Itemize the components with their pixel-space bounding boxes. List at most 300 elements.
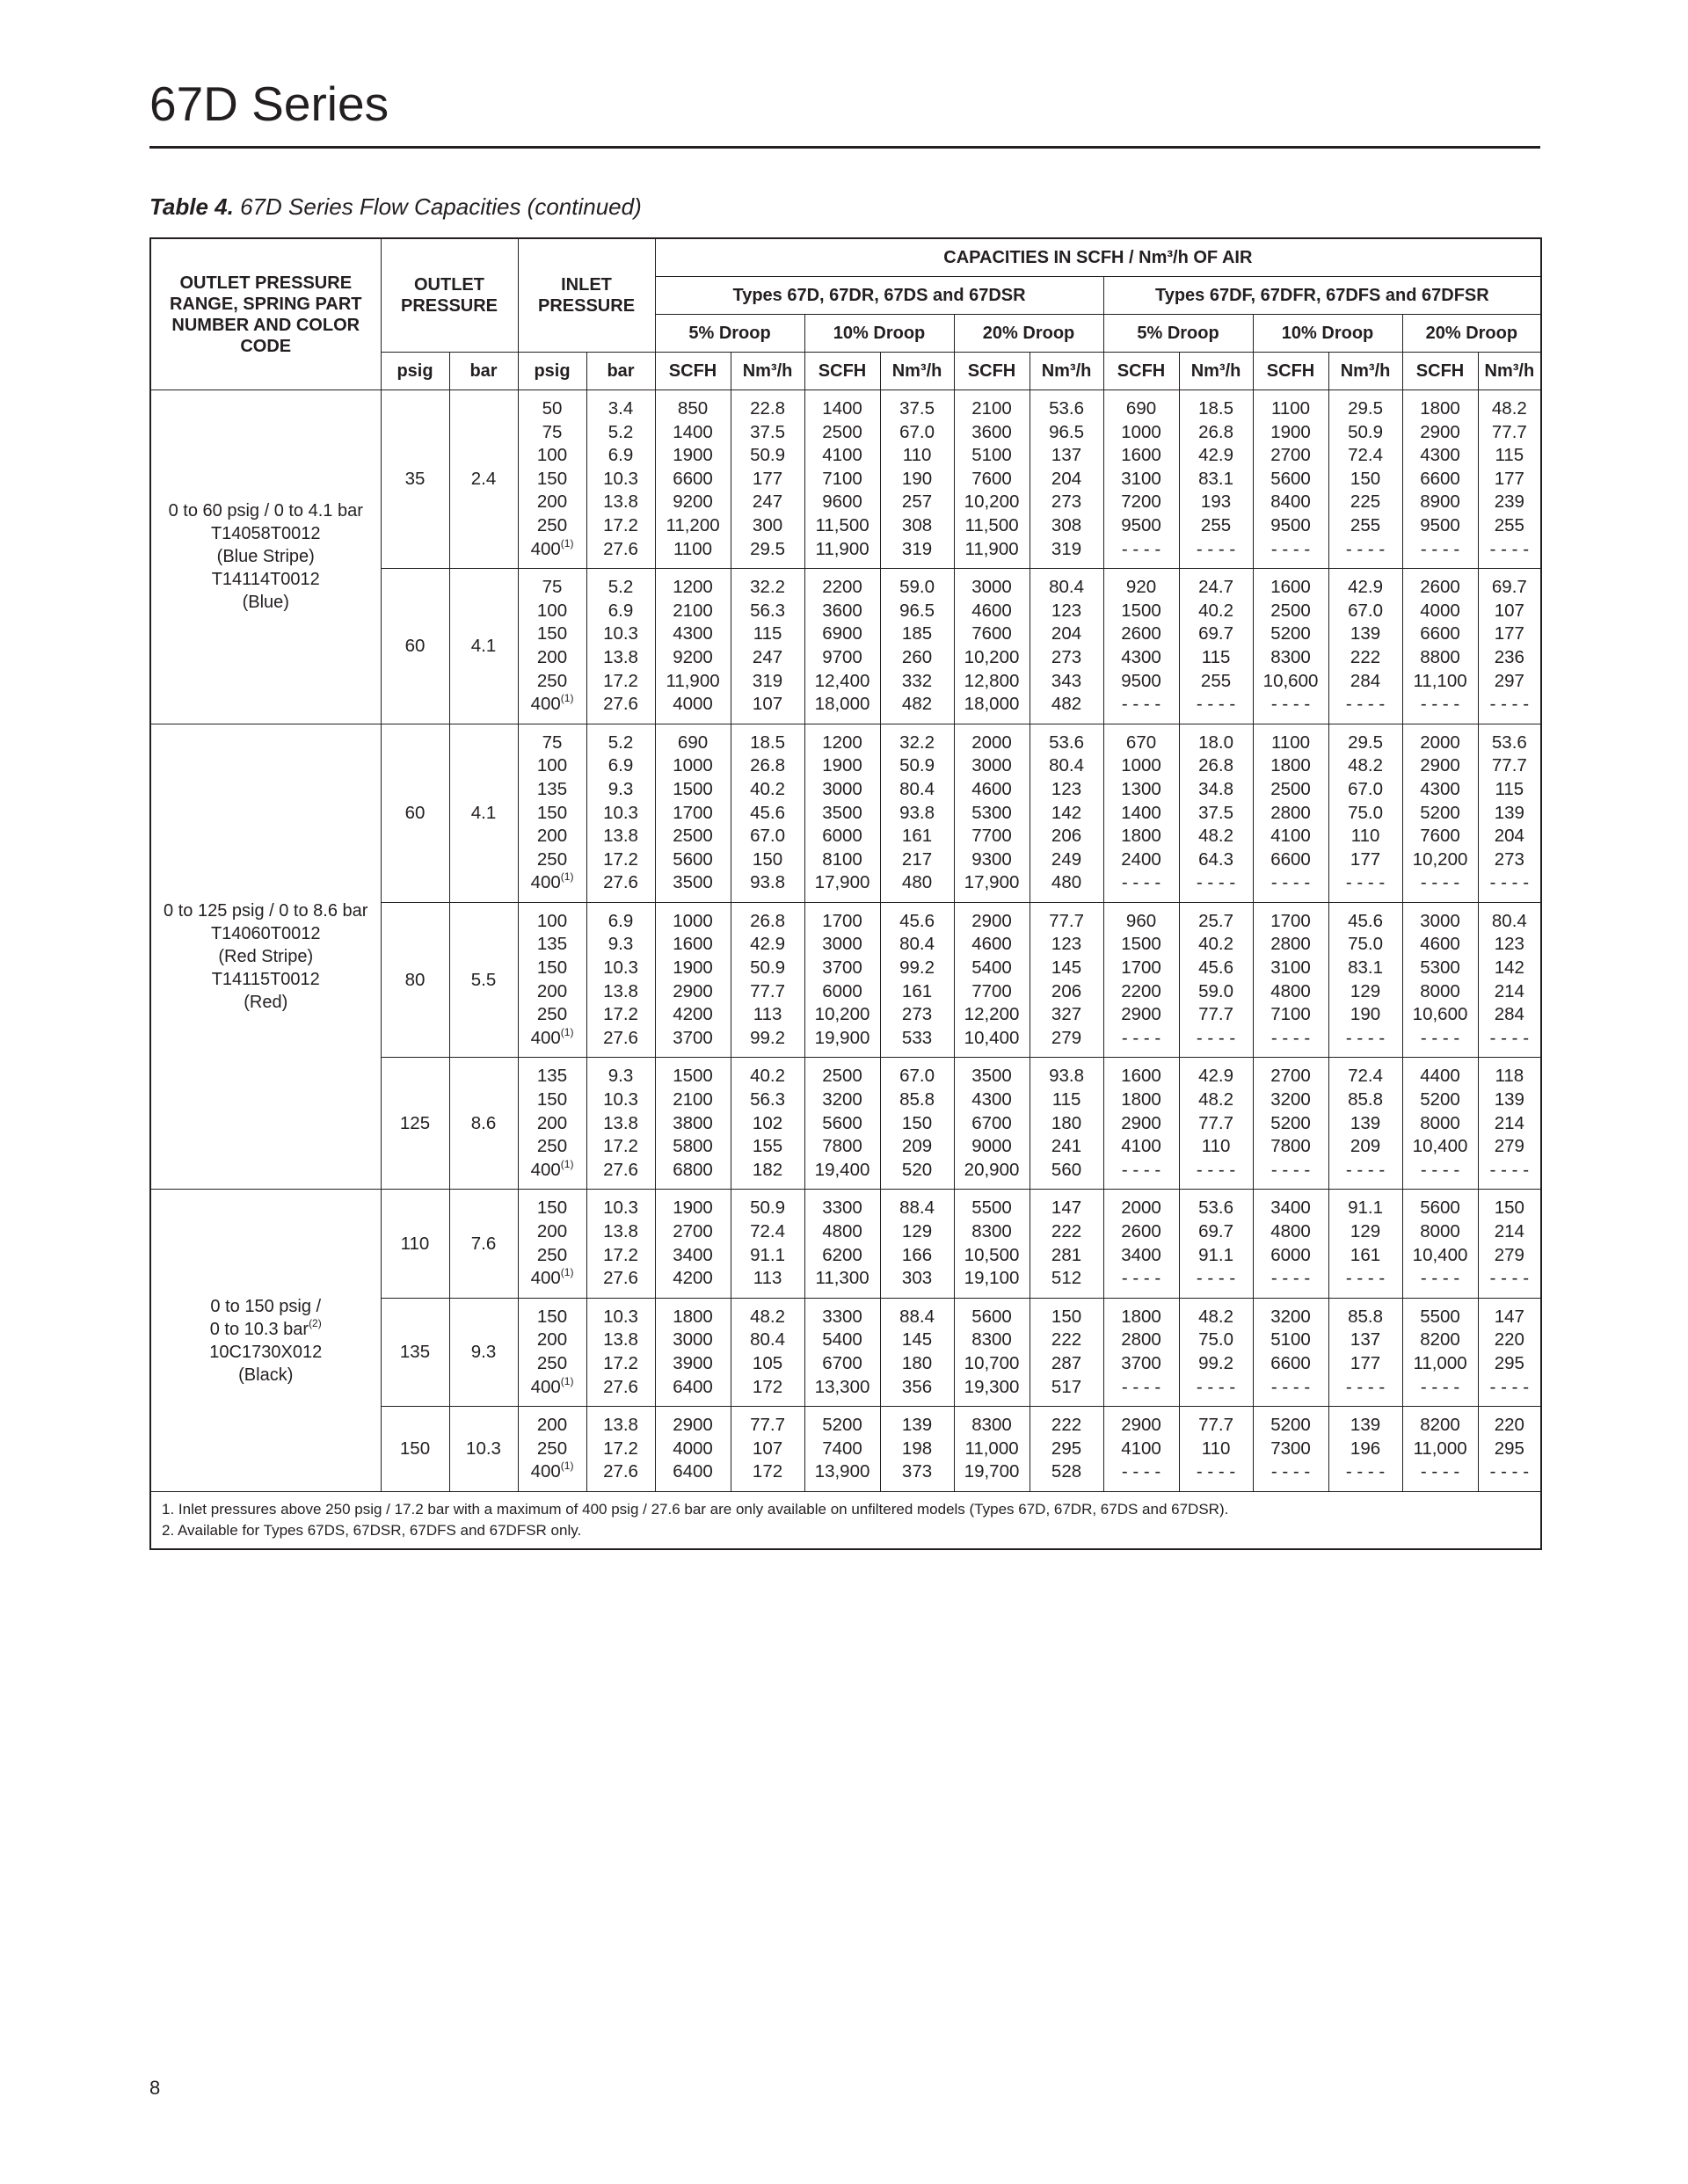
- table-value: 77.7: [1198, 1415, 1233, 1436]
- capacity-cell: [655, 1190, 731, 1298]
- table-value: 150: [536, 1198, 568, 1219]
- table-value: 40.2: [750, 1066, 785, 1087]
- table-value: 77.7: [1491, 421, 1527, 442]
- table-value: - - - -: [1196, 1159, 1236, 1180]
- range-line: 0 to 125 psig / 0 to 8.6 bar: [164, 901, 368, 921]
- capacity-cell: [1179, 1058, 1253, 1190]
- capacity-cell: [1253, 724, 1328, 902]
- table-value: 139: [1350, 623, 1381, 644]
- table-value: 4800: [1270, 1221, 1311, 1241]
- range-cell: [150, 724, 381, 1190]
- table-value: 17,900: [964, 872, 1020, 893]
- outlet-group-row: [150, 724, 1541, 902]
- table-value: 4300: [971, 1089, 1012, 1110]
- table-value: 1000: [673, 910, 713, 931]
- table-value: - - - -: [1420, 1376, 1460, 1397]
- table-value: 53.6: [1049, 398, 1084, 419]
- table-value: 5100: [971, 445, 1012, 466]
- table-value: 123: [1051, 600, 1082, 621]
- series-title: 67D Series: [149, 76, 389, 131]
- table-value: 93.8: [899, 802, 935, 823]
- table-value: 142: [1494, 957, 1524, 979]
- scfh-header: SCFH: [1253, 353, 1328, 390]
- table-value: 100: [536, 910, 568, 931]
- capacity-cell: [880, 1190, 954, 1298]
- nm3h-header: Nm³/h: [1478, 353, 1541, 390]
- table-value: 670: [1125, 732, 1157, 753]
- table-value: 3200: [822, 1089, 862, 1110]
- table-value: 5200: [1420, 802, 1460, 823]
- outlet-bar-cell: 2.4: [449, 390, 518, 569]
- table-value: 4100: [1121, 1136, 1161, 1157]
- table-value: 9.3: [608, 778, 634, 799]
- table-value: 77.7: [1198, 1112, 1233, 1133]
- table-value: 5600: [971, 1306, 1012, 1327]
- table-value: 308: [1051, 514, 1082, 535]
- table-value: 129: [1350, 1221, 1381, 1241]
- table-value: 72.4: [1348, 1066, 1383, 1087]
- table-value: 137: [1350, 1329, 1381, 1350]
- capacity-cell: [954, 1190, 1030, 1298]
- table-value: 13,900: [814, 1461, 870, 1482]
- table-value: 29.5: [750, 538, 785, 559]
- table-value: 115: [1051, 1089, 1081, 1110]
- table-value: - - - -: [1420, 872, 1460, 893]
- table-value: 2600: [1121, 1221, 1161, 1241]
- table-value: 206: [1051, 980, 1082, 1001]
- table-value: 7600: [1420, 826, 1460, 847]
- table-value: 17.2: [603, 514, 638, 535]
- capacity-cell: [1253, 569, 1328, 724]
- outlet-psig-cell: 125: [381, 1058, 449, 1190]
- table-value: 42.9: [1348, 577, 1383, 598]
- table-value: 172: [752, 1376, 783, 1397]
- table-value: 1500: [673, 778, 713, 799]
- table-value: 3700: [1121, 1352, 1161, 1373]
- table-value: 560: [1051, 1159, 1082, 1180]
- table-value: 2800: [1270, 802, 1311, 823]
- table-value: 80.4: [750, 1329, 785, 1350]
- table-value: 295: [1494, 1352, 1524, 1373]
- footnote-mark: (1): [560, 692, 574, 705]
- table-value: 5200: [1270, 1415, 1311, 1436]
- table-value: 1400: [822, 398, 862, 419]
- table-value: 1700: [1121, 957, 1161, 979]
- table-value: 91.1: [1198, 1244, 1233, 1265]
- table-value: 67.0: [1348, 600, 1383, 621]
- capacity-cell: [804, 1407, 880, 1492]
- table-value: 83.1: [1198, 468, 1233, 489]
- capacity-cell: [880, 1058, 954, 1190]
- table-value: 279: [1494, 1244, 1524, 1265]
- capacity-cell: [804, 569, 880, 724]
- table-value: 1500: [673, 1066, 713, 1087]
- table-value: 32.2: [899, 732, 935, 753]
- capacity-cell: [1478, 1058, 1541, 1190]
- table-value: 135: [536, 1066, 568, 1087]
- table-value: 3600: [971, 421, 1012, 442]
- table-value: 135: [536, 778, 568, 799]
- table-value: 2900: [971, 910, 1012, 931]
- table-value: 50.9: [899, 755, 935, 776]
- table-value: 17,900: [814, 872, 870, 893]
- table-value: 34.8: [1198, 778, 1233, 799]
- table-value: 56.3: [750, 600, 785, 621]
- table-value: 110: [902, 445, 932, 466]
- table-value: 10.3: [603, 623, 638, 644]
- table-value: 64.3: [1198, 848, 1233, 870]
- nm3h-header: Nm³/h: [731, 353, 804, 390]
- table-value: 166: [901, 1244, 933, 1265]
- table-value: 145: [901, 1329, 933, 1350]
- table-value: 91.1: [750, 1244, 785, 1265]
- droop-header: 5% Droop: [1103, 315, 1253, 353]
- table-value: 2600: [1420, 577, 1460, 598]
- inlet-pressure-header: INLET PRESSURE: [518, 238, 655, 353]
- capacity-cell: [1402, 1058, 1478, 1190]
- table-value: 3400: [1270, 1198, 1311, 1219]
- inlet-psig-cell: [518, 1190, 586, 1298]
- table-value: 182: [752, 1159, 783, 1180]
- table-value: 5100: [1270, 1329, 1311, 1350]
- inlet-bar-cell: [586, 724, 655, 902]
- table-value: 42.9: [1198, 445, 1233, 466]
- table-value: 48.2: [1198, 826, 1233, 847]
- table-value: 42.9: [750, 934, 785, 955]
- table-value: 50.9: [1348, 421, 1383, 442]
- table-value: 517: [1051, 1376, 1082, 1397]
- range-header: OUTLET PRESSURE RANGE, SPRING PART NUMBER AND COLOR CODE: [150, 238, 381, 390]
- capacity-cell: [954, 1058, 1030, 1190]
- table-value: - - - -: [1489, 694, 1530, 715]
- table-value: 1900: [673, 1198, 713, 1219]
- range-cell: [150, 1190, 381, 1492]
- table-value: 1000: [1121, 755, 1161, 776]
- table-value: 241: [1051, 1136, 1082, 1157]
- table-value: 3100: [1270, 957, 1311, 979]
- table-value: 10.3: [603, 957, 638, 979]
- capacity-cell: [1402, 390, 1478, 569]
- table-value: 2500: [1270, 778, 1311, 799]
- table-value: 255: [1350, 514, 1381, 535]
- capacity-cell: [1328, 390, 1402, 569]
- table-value: - - - -: [1196, 694, 1236, 715]
- table-value: 2900: [1420, 755, 1460, 776]
- inlet-bar-cell: [586, 902, 655, 1058]
- table-value: 10,200: [1412, 848, 1468, 870]
- table-value: 13.8: [603, 826, 638, 847]
- table-value: 2500: [822, 421, 862, 442]
- table-value: 93.8: [1049, 1066, 1084, 1087]
- table-value: 177: [1350, 1352, 1381, 1373]
- table-value: 48.2: [1348, 755, 1383, 776]
- table-value: 2700: [1270, 1066, 1311, 1087]
- table-value: 77.7: [750, 1415, 785, 1436]
- group-b-header: Types 67DF, 67DFR, 67DFS and 67DFSR: [1103, 277, 1541, 315]
- table-value: 281: [1051, 1244, 1082, 1265]
- table-value: 147: [1494, 1306, 1524, 1327]
- inlet-bar-header: bar: [586, 353, 655, 390]
- table-value: 20,900: [964, 1159, 1020, 1180]
- outlet-bar-cell: 4.1: [449, 569, 518, 724]
- capacity-cell: [1103, 902, 1179, 1058]
- table-value: 400$^{(1)}$: [530, 692, 574, 715]
- table-value: 115: [1495, 778, 1524, 799]
- table-value: 5500: [1420, 1306, 1460, 1327]
- table-value: 8300: [971, 1329, 1012, 1350]
- table-value: 11,200: [666, 514, 720, 535]
- capacity-cell: [804, 724, 880, 902]
- table-value: 6600: [1420, 468, 1460, 489]
- table-value: 11,000: [964, 1438, 1019, 1459]
- table-value: 2700: [1270, 445, 1311, 466]
- table-value: 250: [536, 1004, 568, 1025]
- table-value: 3100: [1121, 468, 1161, 489]
- table-value: 107: [1494, 600, 1524, 621]
- table-value: 9200: [673, 491, 713, 513]
- table-value: 3800: [673, 1112, 713, 1133]
- table-value: - - - -: [1489, 1376, 1530, 1397]
- table-value: 80.4: [899, 934, 935, 955]
- table-value: 137: [1051, 445, 1082, 466]
- outlet-bar-cell: 8.6: [449, 1058, 518, 1190]
- table-value: 3500: [971, 1066, 1012, 1087]
- table-value: 200: [536, 646, 568, 667]
- table-value: 67.0: [899, 1066, 935, 1087]
- table-value: 2500: [673, 826, 713, 847]
- table-value: 4800: [822, 1221, 862, 1241]
- table-value: 10.3: [603, 468, 638, 489]
- table-value: 8200: [1420, 1415, 1460, 1436]
- table-value: 1100: [673, 538, 713, 559]
- table-value: 85.8: [899, 1089, 935, 1110]
- table-value: 85.8: [1348, 1089, 1383, 1110]
- table-value: 287: [1051, 1352, 1082, 1373]
- outlet-group-row: [150, 1190, 1541, 1298]
- capacity-cell: [1253, 1298, 1328, 1406]
- table-value: 10,500: [964, 1244, 1020, 1265]
- capacity-cell: [804, 1190, 880, 1298]
- table-value: 13,300: [814, 1376, 870, 1397]
- table-value: 273: [1051, 491, 1082, 513]
- table-value: 50.9: [750, 445, 785, 466]
- table-value: 4200: [673, 1004, 713, 1025]
- table-notes: [150, 1491, 1541, 1549]
- table-value: - - - -: [1345, 1461, 1386, 1482]
- table-value: 2100: [673, 1089, 713, 1110]
- footnote-mark: (1): [560, 1266, 574, 1279]
- capacity-cell: [1253, 1190, 1328, 1298]
- table-value: 255: [1200, 670, 1232, 691]
- table-value: 69.7: [1198, 1221, 1233, 1241]
- table-value: 222: [1350, 646, 1381, 667]
- scfh-header: SCFH: [1103, 353, 1179, 390]
- table-value: 113: [753, 1004, 782, 1025]
- table-value: 273: [1494, 848, 1524, 870]
- capacity-cell: [880, 569, 954, 724]
- table-value: 48.2: [1491, 398, 1527, 419]
- table-value: 6600: [1420, 623, 1460, 644]
- table-value: 6900: [822, 623, 862, 644]
- table-value: 19,100: [964, 1268, 1020, 1289]
- capacity-cell: [1179, 902, 1253, 1058]
- table-value: 3500: [822, 802, 862, 823]
- table-value: 26.8: [750, 755, 785, 776]
- table-value: 204: [1051, 468, 1082, 489]
- table-value: 520: [901, 1159, 933, 1180]
- table-value: 19,700: [964, 1461, 1020, 1482]
- table-value: - - - -: [1270, 1461, 1311, 1482]
- table-value: 50.9: [750, 1198, 785, 1219]
- capacity-cell: [804, 390, 880, 569]
- table-value: 920: [1125, 577, 1157, 598]
- table-value: 45.6: [750, 802, 785, 823]
- table-value: 7600: [971, 468, 1012, 489]
- table-value: 75.0: [1198, 1329, 1233, 1350]
- table-value: - - - -: [1121, 1027, 1161, 1048]
- capacity-cell: [880, 902, 954, 1058]
- table-value: 107: [752, 694, 783, 715]
- table-value: 45.6: [1198, 957, 1233, 979]
- table-value: 5.2: [608, 421, 634, 442]
- title-rule: [149, 146, 1540, 149]
- capacity-cell: [1402, 1407, 1478, 1492]
- capacity-cell: [731, 390, 804, 569]
- table-value: 8000: [1420, 980, 1460, 1001]
- table-value: 7800: [1270, 1136, 1311, 1157]
- table-value: 150: [1494, 1198, 1524, 1219]
- table-value: 10,200: [964, 491, 1020, 513]
- table-value: 10,200: [814, 1004, 870, 1025]
- table-value: - - - -: [1270, 538, 1311, 559]
- table-value: 67.0: [899, 421, 935, 442]
- table-value: 48.2: [750, 1306, 785, 1327]
- table-value: 255: [1494, 514, 1524, 535]
- table-value: - - - -: [1420, 1268, 1460, 1289]
- table-value: 53.6: [1491, 732, 1527, 753]
- table-value: 3300: [822, 1198, 862, 1219]
- table-value: 400$^{(1)}$: [530, 1266, 574, 1289]
- table-value: - - - -: [1420, 538, 1460, 559]
- capacity-cell: [1030, 1298, 1103, 1406]
- table-value: 1800: [1121, 1089, 1161, 1110]
- table-value: 17.2: [603, 848, 638, 870]
- capacity-cell: [1179, 1190, 1253, 1298]
- table-value: - - - -: [1196, 872, 1236, 893]
- table-value: 17.2: [603, 1352, 638, 1373]
- capacity-cell: [731, 1298, 804, 1406]
- table-value: 1000: [1121, 421, 1161, 442]
- table-value: 27.6: [603, 694, 638, 715]
- table-value: 88.4: [899, 1306, 935, 1327]
- capacity-cell: [954, 902, 1030, 1058]
- table-value: 96.5: [899, 600, 935, 621]
- table-value: 72.4: [750, 1221, 785, 1241]
- capacities-header: CAPACITIES IN SCFH / Nm³/h OF AIR: [655, 238, 1541, 277]
- table-value: 1400: [1121, 802, 1161, 823]
- range-line: (Blue): [242, 593, 289, 613]
- table-value: 8000: [1420, 1221, 1460, 1241]
- table-value: 220: [1494, 1415, 1524, 1436]
- outlet-bar-cell: 9.3: [449, 1298, 518, 1406]
- table-value: 4100: [1121, 1438, 1161, 1459]
- table-value: 9500: [1121, 514, 1161, 535]
- table-value: 196: [1350, 1438, 1381, 1459]
- table-value: 2100: [971, 398, 1012, 419]
- capacity-cell: [1253, 1407, 1328, 1492]
- table-value: 150: [536, 1089, 568, 1110]
- table-value: 2900: [1121, 1004, 1161, 1025]
- table-value: 279: [1494, 1136, 1524, 1157]
- outlet-pressure-header: OUTLET PRESSURE: [381, 238, 518, 353]
- table-value: 2900: [1121, 1112, 1161, 1133]
- table-value: 139: [1350, 1112, 1381, 1133]
- table-value: 200: [536, 1221, 568, 1241]
- table-value: 10.3: [603, 802, 638, 823]
- table-value: 2500: [822, 1066, 862, 1087]
- table-value: 200: [536, 826, 568, 847]
- table-value: 139: [901, 1415, 933, 1436]
- table-value: 3000: [822, 778, 862, 799]
- table-value: 37.5: [750, 421, 785, 442]
- table-value: 3600: [822, 600, 862, 621]
- capacity-cell: [1179, 390, 1253, 569]
- capacity-cell: [1103, 1190, 1179, 1298]
- table-value: - - - -: [1345, 694, 1386, 715]
- capacity-cell: [1478, 1190, 1541, 1298]
- inlet-psig-cell: [518, 724, 586, 902]
- table-value: 69.7: [1198, 623, 1233, 644]
- table-value: 85.8: [1348, 1306, 1383, 1327]
- table-value: 150: [536, 1306, 568, 1327]
- table-value: 303: [901, 1268, 933, 1289]
- table-value: 297: [1494, 670, 1524, 691]
- outlet-psig-cell: 35: [381, 390, 449, 569]
- table-value: 22.8: [750, 398, 785, 419]
- table-value: 9300: [971, 848, 1012, 870]
- range-line: (Blue Stripe): [216, 547, 315, 567]
- table-value: 10,400: [964, 1027, 1020, 1048]
- table-value: 18,000: [964, 694, 1020, 715]
- table-value: 4400: [1420, 1066, 1460, 1087]
- table-value: 1100: [1270, 732, 1311, 753]
- table-value: 5.2: [608, 732, 634, 753]
- table-value: 75: [542, 577, 563, 598]
- table-value: 102: [752, 1112, 783, 1133]
- table-value: 72.4: [1348, 445, 1383, 466]
- capacity-cell: [1478, 902, 1541, 1058]
- table-value: 8900: [1420, 491, 1460, 513]
- scfh-header: SCFH: [1402, 353, 1478, 390]
- table-value: 40.2: [750, 778, 785, 799]
- inlet-psig-cell: [518, 390, 586, 569]
- table-value: 9200: [673, 646, 713, 667]
- table-value: 204: [1494, 826, 1524, 847]
- table-value: 343: [1051, 670, 1082, 691]
- footnote-mark: (1): [560, 1374, 574, 1387]
- table-value: 67.0: [750, 826, 785, 847]
- table-value: 1500: [1121, 600, 1161, 621]
- table-value: 123: [1051, 934, 1082, 955]
- table-value: 11,900: [666, 670, 720, 691]
- table-value: 40.2: [1198, 934, 1233, 955]
- droop-header: 5% Droop: [655, 315, 804, 353]
- table-value: 5.2: [608, 577, 634, 598]
- table-value: 2900: [673, 1415, 713, 1436]
- table-value: 13.8: [603, 646, 638, 667]
- outlet-psig-cell: 60: [381, 724, 449, 902]
- table-value: 6600: [1270, 848, 1311, 870]
